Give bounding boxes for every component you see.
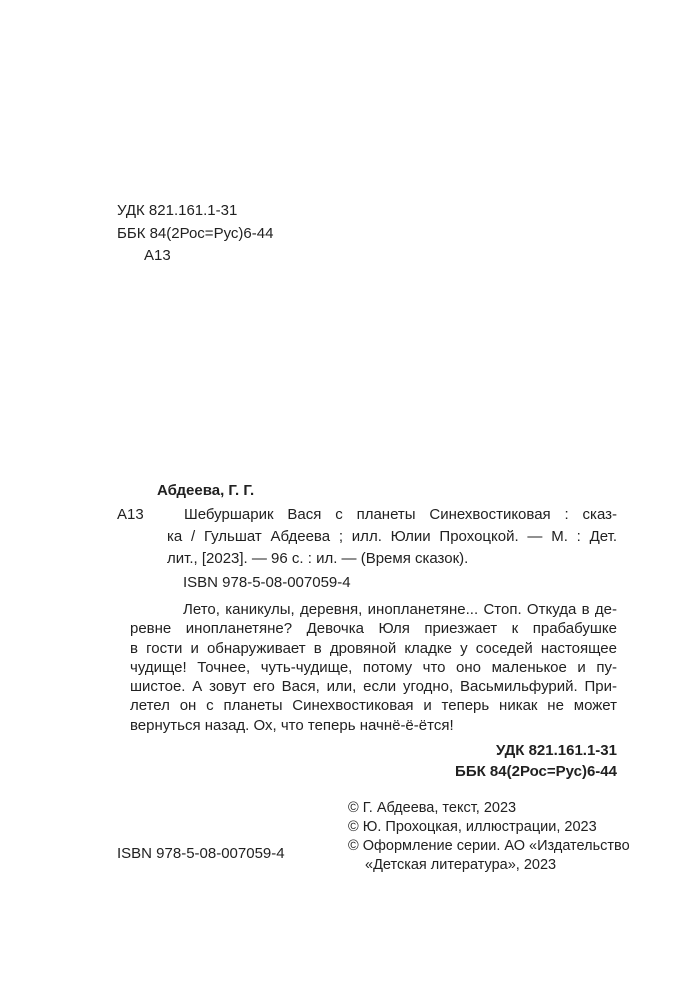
record-line: Шебуршарик Вася с планеты Синехвостиковая : сказ- bbox=[184, 506, 617, 523]
udk-number-top: УДК 821.161.1-31 bbox=[117, 202, 238, 219]
classification-block-top bbox=[117, 200, 273, 268]
annotation-paragraph bbox=[130, 600, 617, 735]
copyright-block bbox=[348, 799, 630, 875]
annotation-line: ревне инопланетяне? Девочка Юля приезжает к прабабушке bbox=[130, 620, 617, 638]
copyright-line: © Оформление серии. АО «Издательство bbox=[348, 838, 630, 854]
copyright-line: © Ю. Прохоцкая, иллюстрации, 2023 bbox=[348, 819, 597, 835]
copyright-line: © Г. Абдеева, текст, 2023 bbox=[348, 800, 517, 816]
annotation-line: летел он с планеты Синехвостиковая и теперь никак не может bbox=[130, 697, 617, 715]
annotation-line: Лето, каникулы, деревня, инопланетяне... Стоп. Откуда в де- bbox=[183, 601, 617, 618]
bibliographic-record bbox=[117, 504, 617, 570]
isbn-record: ISBN 978-5-08-007059-4 bbox=[183, 574, 351, 591]
annotation-line: вернуться назад. Ох, что теперь начнё-ё-ётся! bbox=[130, 716, 454, 734]
copyright-line: «Детская литература», 2023 bbox=[365, 857, 557, 873]
annotation-line: чудище! Точнее, чуть-чудище, потому что оно маленькое и пу- bbox=[130, 658, 617, 676]
author-sign-top: А13 bbox=[144, 247, 171, 264]
record-line: ка / Гульшат Абдеева ; илл. Юлии Прохоцкой. — М. : Дет. bbox=[167, 528, 617, 545]
annotation-line: в гости и обнаруживает в дровяной кладке у соседей настоящее bbox=[130, 639, 617, 657]
isbn-bottom: ISBN 978-5-08-007059-4 bbox=[117, 845, 285, 862]
bbk-number-top: ББК 84(2Рос=Рус)6-44 bbox=[117, 224, 274, 242]
bbk-number-right: ББК 84(2Рос=Рус)6-44 bbox=[455, 763, 617, 780]
record-line: лит., [2023]. — 96 с. : ил. — (Время сказок). bbox=[167, 550, 469, 567]
author-sign-record: А13 bbox=[117, 506, 144, 523]
classification-block-right bbox=[455, 740, 617, 782]
annotation-line: шистое. А зовут его Вася, или, если угодно, Васьмильфурий. При- bbox=[130, 678, 617, 696]
udk-number-right: УДК 821.161.1-31 bbox=[496, 742, 617, 759]
author-heading: Абдеева, Г. Г. bbox=[157, 482, 255, 499]
